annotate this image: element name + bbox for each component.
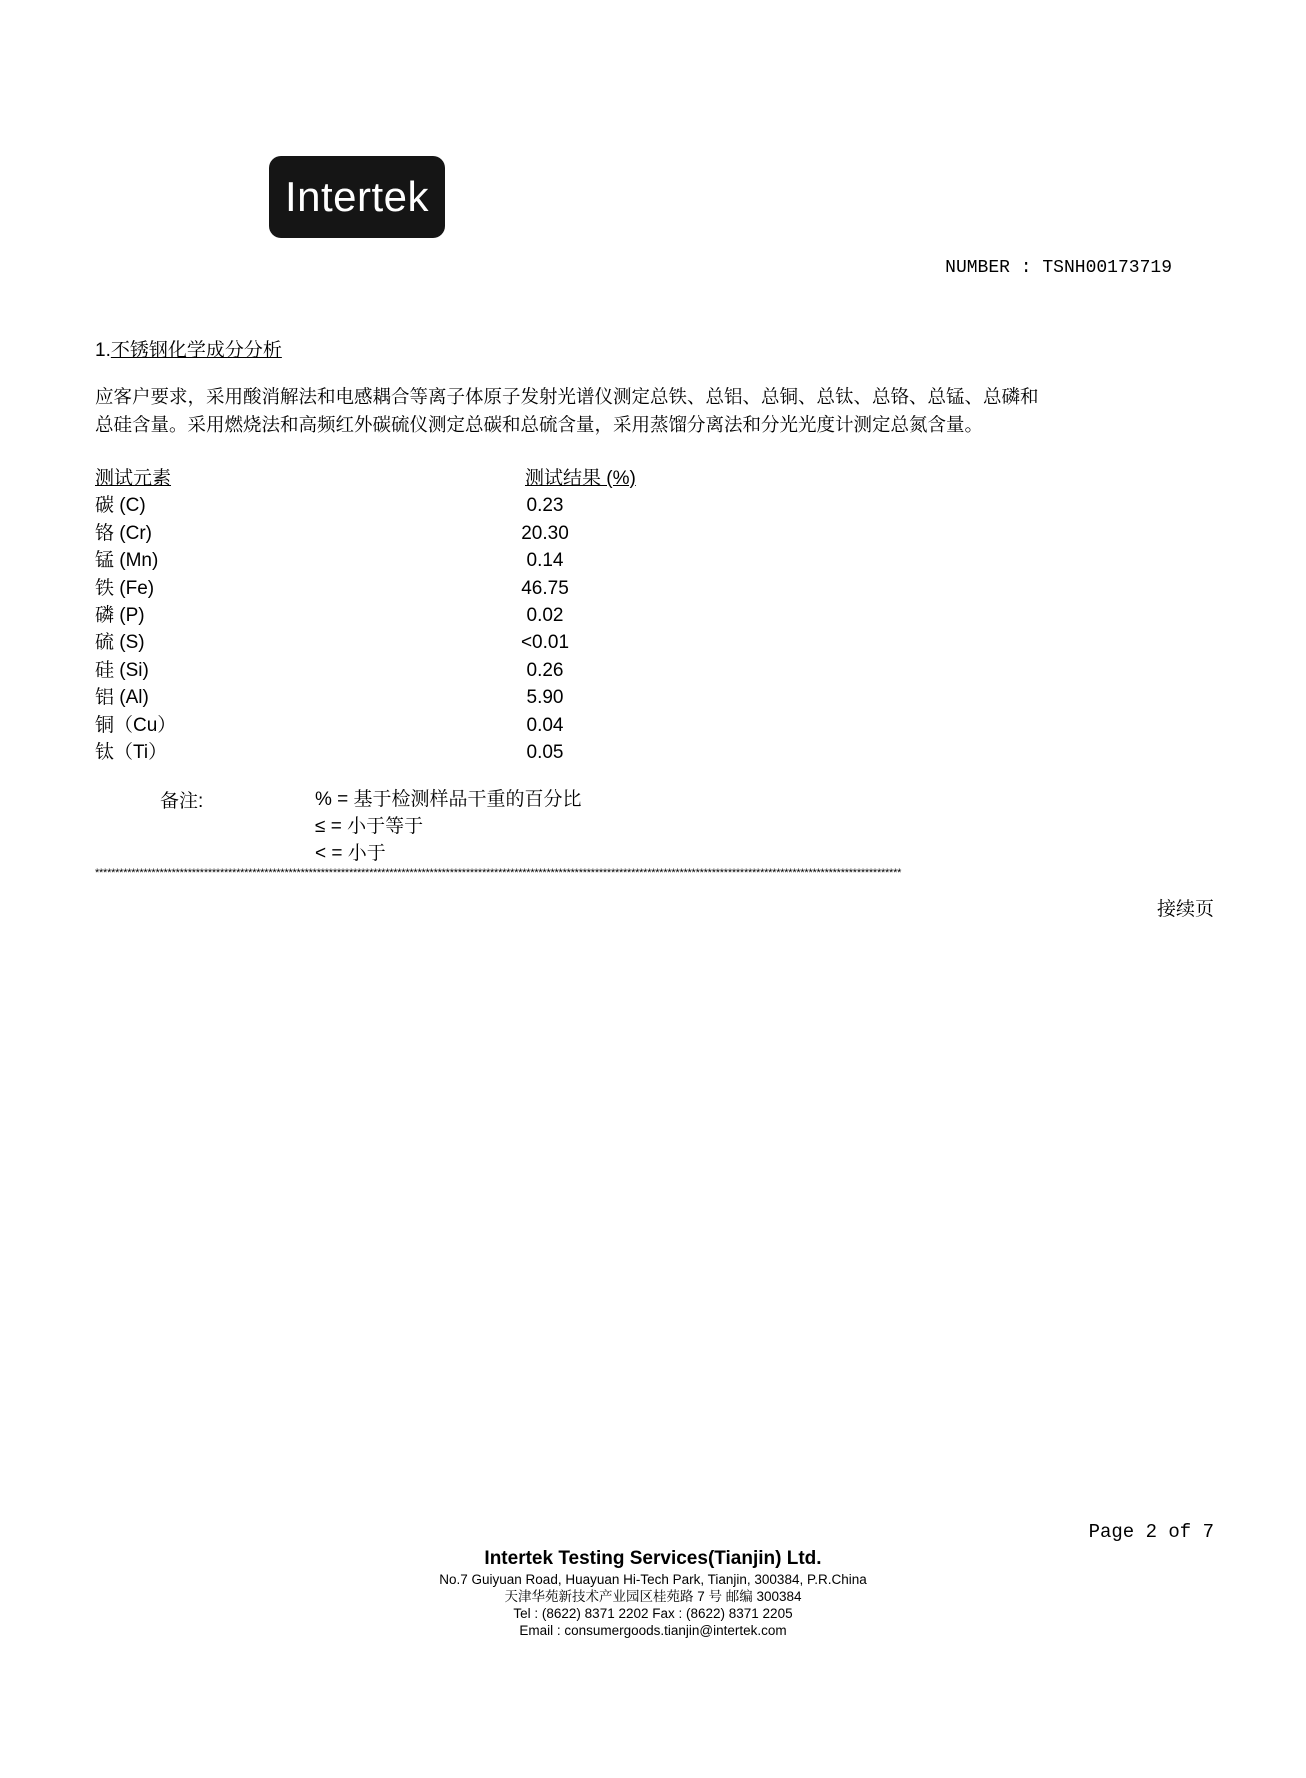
table-row — [95, 547, 695, 574]
element-value: 5.90 — [526, 687, 564, 709]
element-name: 铬 (Cr) — [95, 522, 152, 544]
table-row — [95, 657, 695, 684]
element-name: 碳 (C) — [95, 495, 146, 517]
table-row — [95, 739, 695, 766]
note-item: ≤ = 小于等于 — [315, 816, 424, 837]
footer-company: Intertek Testing Services(Tianjin) Ltd. — [484, 1548, 822, 1569]
footer-address-en: No.7 Guiyuan Road, Huayuan Hi-Tech Park, Tianjin, 300384, P.R.China — [439, 1572, 867, 1587]
table-row — [95, 684, 695, 711]
element-name: 铝 (Al) — [95, 687, 149, 709]
header-result: 测试结果 (%) — [525, 468, 636, 489]
table-row — [95, 602, 695, 629]
element-value: <0.01 — [520, 632, 570, 654]
method-line-1: 应客户要求，采用酸消解法和电感耦合等离子体原子发射光谱仪测定总铁、总铝、总铜、总钛、总铬、总锰、总磷和 — [95, 386, 1039, 407]
element-value: 20.30 — [521, 522, 569, 544]
header-element: 测试元素 — [95, 468, 172, 489]
footer — [0, 1547, 1306, 1639]
method-description — [95, 383, 1225, 439]
intertek-logo: Intertek — [269, 156, 445, 238]
element-value: 0.04 — [526, 714, 564, 736]
footer-address-cn: 天津华苑新技术产业园区桂苑路 7 号 邮编 300384 — [504, 1589, 802, 1604]
page-number: Page 2 of 7 — [1088, 1521, 1214, 1543]
element-name: 钛（Ti） — [95, 741, 168, 763]
element-name: 磷 (P) — [95, 604, 145, 626]
table-row — [95, 629, 695, 656]
method-line-2: 总硅含量。采用燃烧法和高频红外碳硫仪测定总碳和总硫含量，采用蒸馏分离法和分光光度计测定总氮含量。 — [95, 414, 984, 435]
table-row — [95, 712, 695, 739]
notes-label: 备注: — [160, 791, 204, 812]
section-index: 1. — [95, 340, 111, 361]
section-title-text: 不锈钢化学成分分析 — [110, 340, 282, 361]
results-table — [95, 465, 695, 766]
footer-email: Email : consumergoods.tianjin@intertek.com — [519, 1623, 787, 1638]
element-value: 0.14 — [526, 550, 564, 572]
element-name: 锰 (Mn) — [95, 550, 159, 572]
element-name: 硫 (S) — [95, 632, 145, 654]
element-value: 46.75 — [521, 577, 569, 599]
results-header-row — [95, 465, 695, 492]
element-value: 0.26 — [526, 659, 564, 681]
table-row — [95, 575, 695, 602]
element-value: 0.02 — [526, 604, 564, 626]
element-name: 铜（Cu） — [95, 714, 177, 736]
note-item: < = 小于 — [315, 843, 386, 864]
element-value: 0.05 — [526, 741, 564, 763]
note-item: % = 基于检测样品干重的百分比 — [315, 789, 582, 810]
footer-tel-fax: Tel : (8622) 8371 2202 Fax : (8622) 8371 2205 — [513, 1606, 793, 1621]
table-row — [95, 492, 695, 519]
table-row — [95, 520, 695, 547]
element-name: 铁 (Fe) — [95, 577, 155, 599]
element-name: 硅 (Si) — [95, 659, 149, 681]
report-number: NUMBER : TSNH00173719 — [945, 258, 1172, 278]
element-value: 0.23 — [526, 495, 564, 517]
continued-label: 接续页 — [1156, 899, 1214, 920]
separator-line: ******************************************************************************************************************************************************************************************************** — [95, 867, 902, 879]
notes-list — [315, 786, 582, 867]
section-title — [95, 335, 282, 362]
